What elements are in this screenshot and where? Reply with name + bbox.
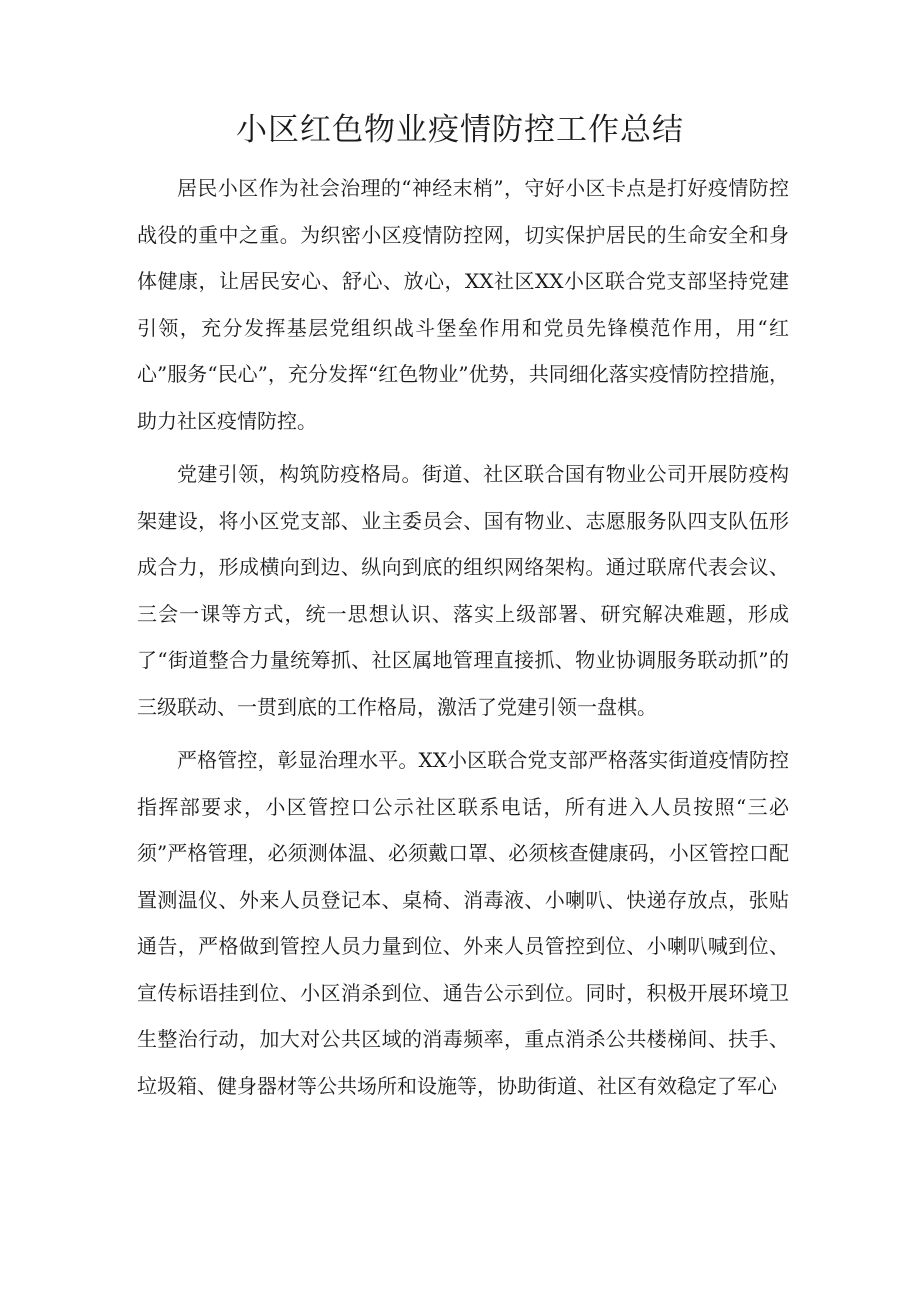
- document-body: [137, 165, 789, 1109]
- paragraph-party-leadership: 党建引领，构筑防疫格局。街道、社区联合国有物业公司开展防疫构架建设，将小区党支部、业主委员会、国有物业、志愿服务队四支队伍形成合力，形成横向到边、纵向到底的组织网络架构。通过联席代表会议、三会一课等方式，统一思想认识、落实上级部署、研究解决难题，形成了“街道整合力量统筹抓、社区属地管理直接抓、物业协调服务联动抓”的三级联动、一贯到底的工作格局，激活了党建引领一盘棋。: [137, 462, 789, 719]
- document-title: 小区红色物业疫情防控工作总结: [236, 112, 684, 148]
- paragraph-strict-control: 严格管控，彰显治理水平。XX小区联合党支部严格落实街道疫情防控指挥部要求，小区管控口公示社区联系电话，所有进入人员按照“三必须”严格管理，必须测体温、必须戴口罩、必须核查健康码，小区管控口配置测温仪、外来人员登记本、桌椅、消毒液、小喇叭、快递存放点，张贴通告，严格做到管控人员力量到位、外来人员管控到位、小喇叭喊到位、宣传标语挂到位、小区消杀到位、通告公示到位。同时，积极开展环境卫生整治行动，加大对公共区域的消毒频率，重点消杀公共楼梯间、扶手、垃圾箱、健身器材等公共场所和设施等，协助街道、社区有效稳定了军心: [137, 748, 789, 1098]
- paragraph-intro: 居民小区作为社会治理的“神经末梢”，守好小区卡点是打好疫情防控战役的重中之重。为织密小区疫情防控网，切实保护居民的生命安全和身体健康，让居民安心、舒心、放心，XX社区XX小区联合党支部坚持党建引领，充分发挥基层党组织战斗堡垒作用和党员先锋模范作用，用“红心”服务“民心”，充分发挥“红色物业”优势，共同细化落实疫情防控措施，助力社区疫情防控。: [137, 176, 789, 433]
